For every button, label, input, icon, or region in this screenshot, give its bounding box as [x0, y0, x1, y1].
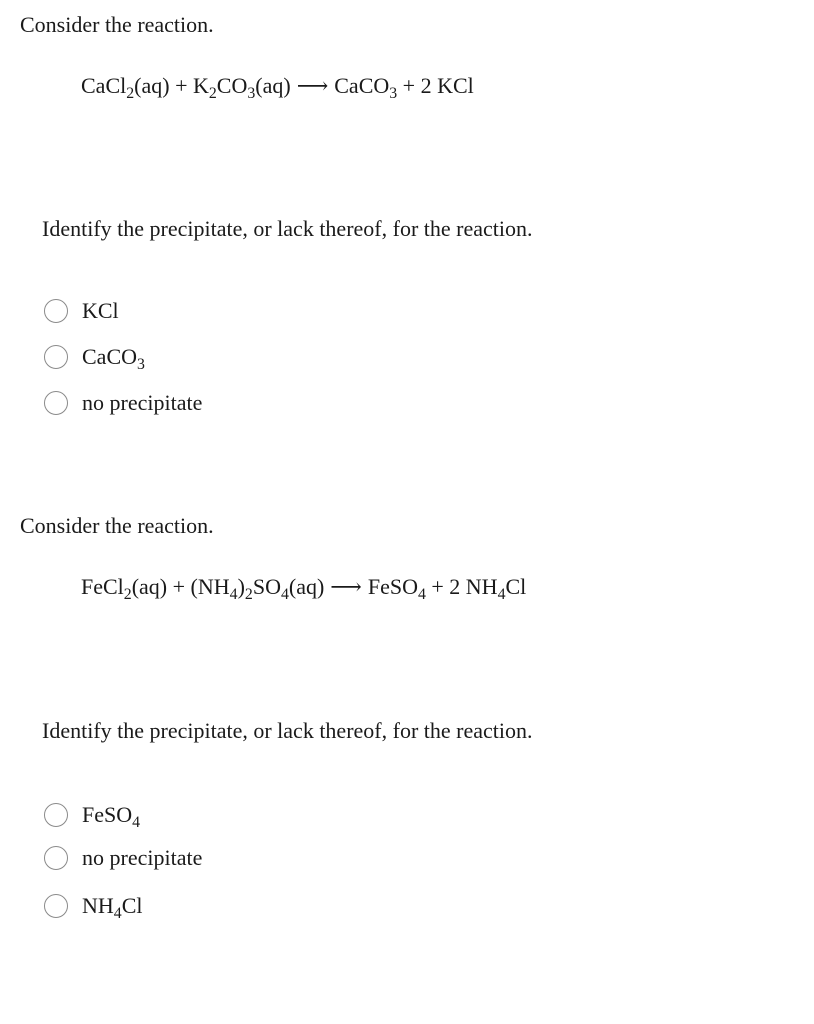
subscript: 2	[126, 85, 135, 103]
question-1-heading: Consider the reaction.	[20, 12, 214, 37]
formula-text: NH	[82, 893, 114, 918]
option-label	[82, 845, 202, 871]
option-label	[82, 344, 145, 374]
option-label	[82, 802, 141, 832]
subscript: 2	[208, 85, 217, 103]
radio-button[interactable]	[44, 391, 68, 415]
subscript: 3	[137, 356, 145, 374]
formula-text: (aq)	[288, 574, 325, 599]
subscript: 4	[497, 586, 506, 604]
formula-text: (aq)	[255, 73, 291, 98]
question-2-option-feso4[interactable]	[44, 800, 140, 830]
question-1-option-no-precipitate[interactable]	[44, 388, 202, 418]
formula-text: (aq) + K	[134, 73, 209, 98]
reaction-arrow-icon: ⟶	[330, 574, 362, 599]
formula-text: + 2 KCl	[397, 73, 474, 98]
formula-text: no precipitate	[82, 390, 203, 415]
subscript: 4	[280, 586, 289, 604]
formula-text: FeSO	[367, 574, 418, 599]
formula-text: KCl	[82, 298, 119, 323]
formula-text: )	[237, 574, 245, 599]
formula-text: CaCl	[81, 73, 127, 98]
question-2-option-nh4cl[interactable]	[44, 891, 143, 921]
subscript: 4	[417, 586, 426, 604]
formula-text: CO	[216, 73, 248, 98]
option-label	[82, 893, 143, 923]
question-2-equation	[81, 574, 527, 604]
subscript: 4	[229, 586, 238, 604]
subscript: 2	[244, 586, 253, 604]
option-label	[82, 298, 119, 324]
formula-text: + 2 NH	[425, 574, 498, 599]
question-2-option-no-precipitate[interactable]	[44, 843, 202, 873]
option-label	[82, 390, 202, 416]
radio-button[interactable]	[44, 894, 68, 918]
subscript: 4	[132, 814, 141, 832]
question-2-prompt: Identify the precipitate, or lack thereof, for the reaction.	[42, 718, 533, 743]
question-1-option-caco3[interactable]	[44, 342, 145, 372]
formula-text: Cl	[121, 893, 143, 918]
formula-text: no precipitate	[82, 845, 203, 870]
formula-text: CaCO	[82, 344, 137, 369]
radio-button[interactable]	[44, 345, 68, 369]
question-1-equation	[81, 73, 474, 103]
radio-button[interactable]	[44, 299, 68, 323]
formula-text: SO	[252, 574, 281, 599]
subscript: 2	[123, 586, 132, 604]
formula-text: (aq) + (NH	[131, 574, 230, 599]
question-1-option-kcl[interactable]	[44, 296, 119, 326]
subscript: 3	[389, 85, 398, 103]
reaction-arrow-icon: ⟶	[296, 73, 329, 98]
formula-text: Cl	[505, 574, 527, 599]
formula-text: FeSO	[82, 802, 133, 827]
radio-button[interactable]	[44, 846, 68, 870]
radio-button[interactable]	[44, 803, 68, 827]
subscript: 3	[247, 85, 256, 103]
question-2-heading: Consider the reaction.	[20, 513, 214, 538]
formula-text: CaCO	[334, 73, 390, 98]
subscript: 4	[113, 905, 122, 923]
question-1-prompt: Identify the precipitate, or lack thereof, for the reaction.	[42, 216, 533, 241]
formula-text: FeCl	[81, 574, 124, 599]
